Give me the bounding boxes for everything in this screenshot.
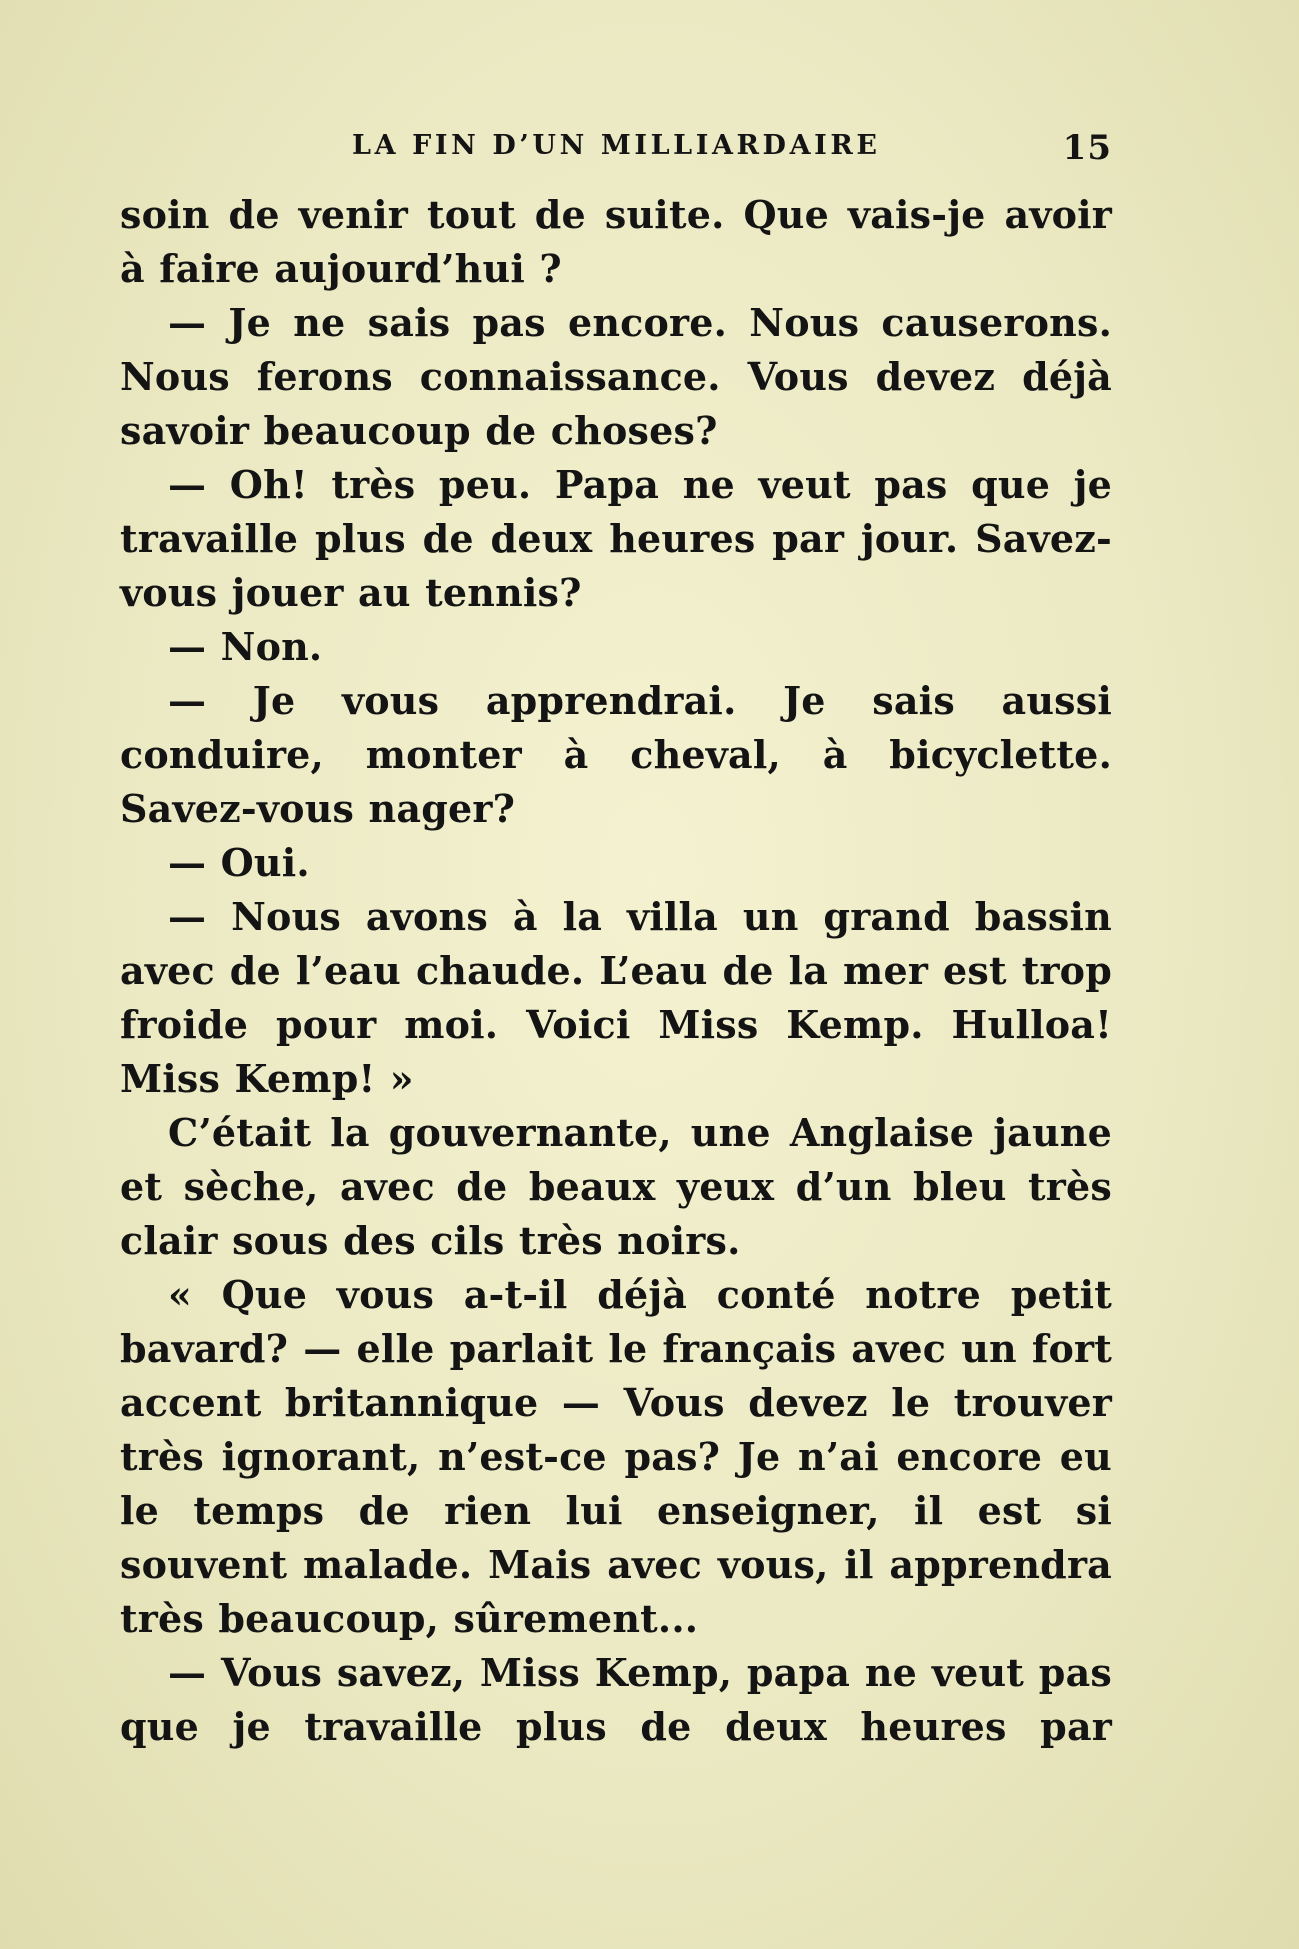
paragraph: — Oui.	[168, 840, 310, 885]
page-number: 15	[1062, 128, 1112, 168]
page-body-text	[120, 188, 1112, 1754]
paragraph: — Vous savez, Miss Kemp, papa ne veut pas que je travaille plus de deux heures par	[120, 1650, 1112, 1749]
paragraph: — Non.	[168, 624, 323, 669]
paragraph: « Que vous a-t-il déjà conté notre petit bavard? — elle parlait le français avec un fort accent britannique — Vous devez le trouver très ignorant, n’est-ce pas? Je n’ai encore eu le temps de rien lui enseigner, il est si souvent malade. Mais avec vous, il apprendra très beaucoup, sûrement...	[120, 1272, 1112, 1641]
running-title: LA FIN D’UN MILLIARDAIRE	[352, 130, 881, 161]
paragraph: — Je vous apprendrai. Je sais aussi conduire, monter à cheval, à bicyclette. Savez-vous nager?	[120, 678, 1112, 831]
paragraph: — Je ne sais pas encore. Nous causerons. Nous ferons connaissance. Vous devez déjà savoir beaucoup de choses?	[120, 300, 1112, 453]
paragraph: soin de venir tout de suite. Que vais-je avoir à faire aujourd’hui ?	[120, 192, 1112, 291]
paragraph: — Nous avons à la villa un grand bassin avec de l’eau chaude. L’eau de la mer est trop froide pour moi. Voici Miss Kemp. Hulloa! Miss Kemp! »	[120, 894, 1112, 1101]
paragraph: C’était la gouvernante, une Anglaise jaune et sèche, avec de beaux yeux d’un bleu très clair sous des cils très noirs.	[120, 1110, 1112, 1263]
paragraph: — Oh! très peu. Papa ne veut pas que je travaille plus de deux heures par jour. Savez-vous jouer au tennis?	[120, 462, 1112, 615]
page-header	[120, 128, 1112, 172]
